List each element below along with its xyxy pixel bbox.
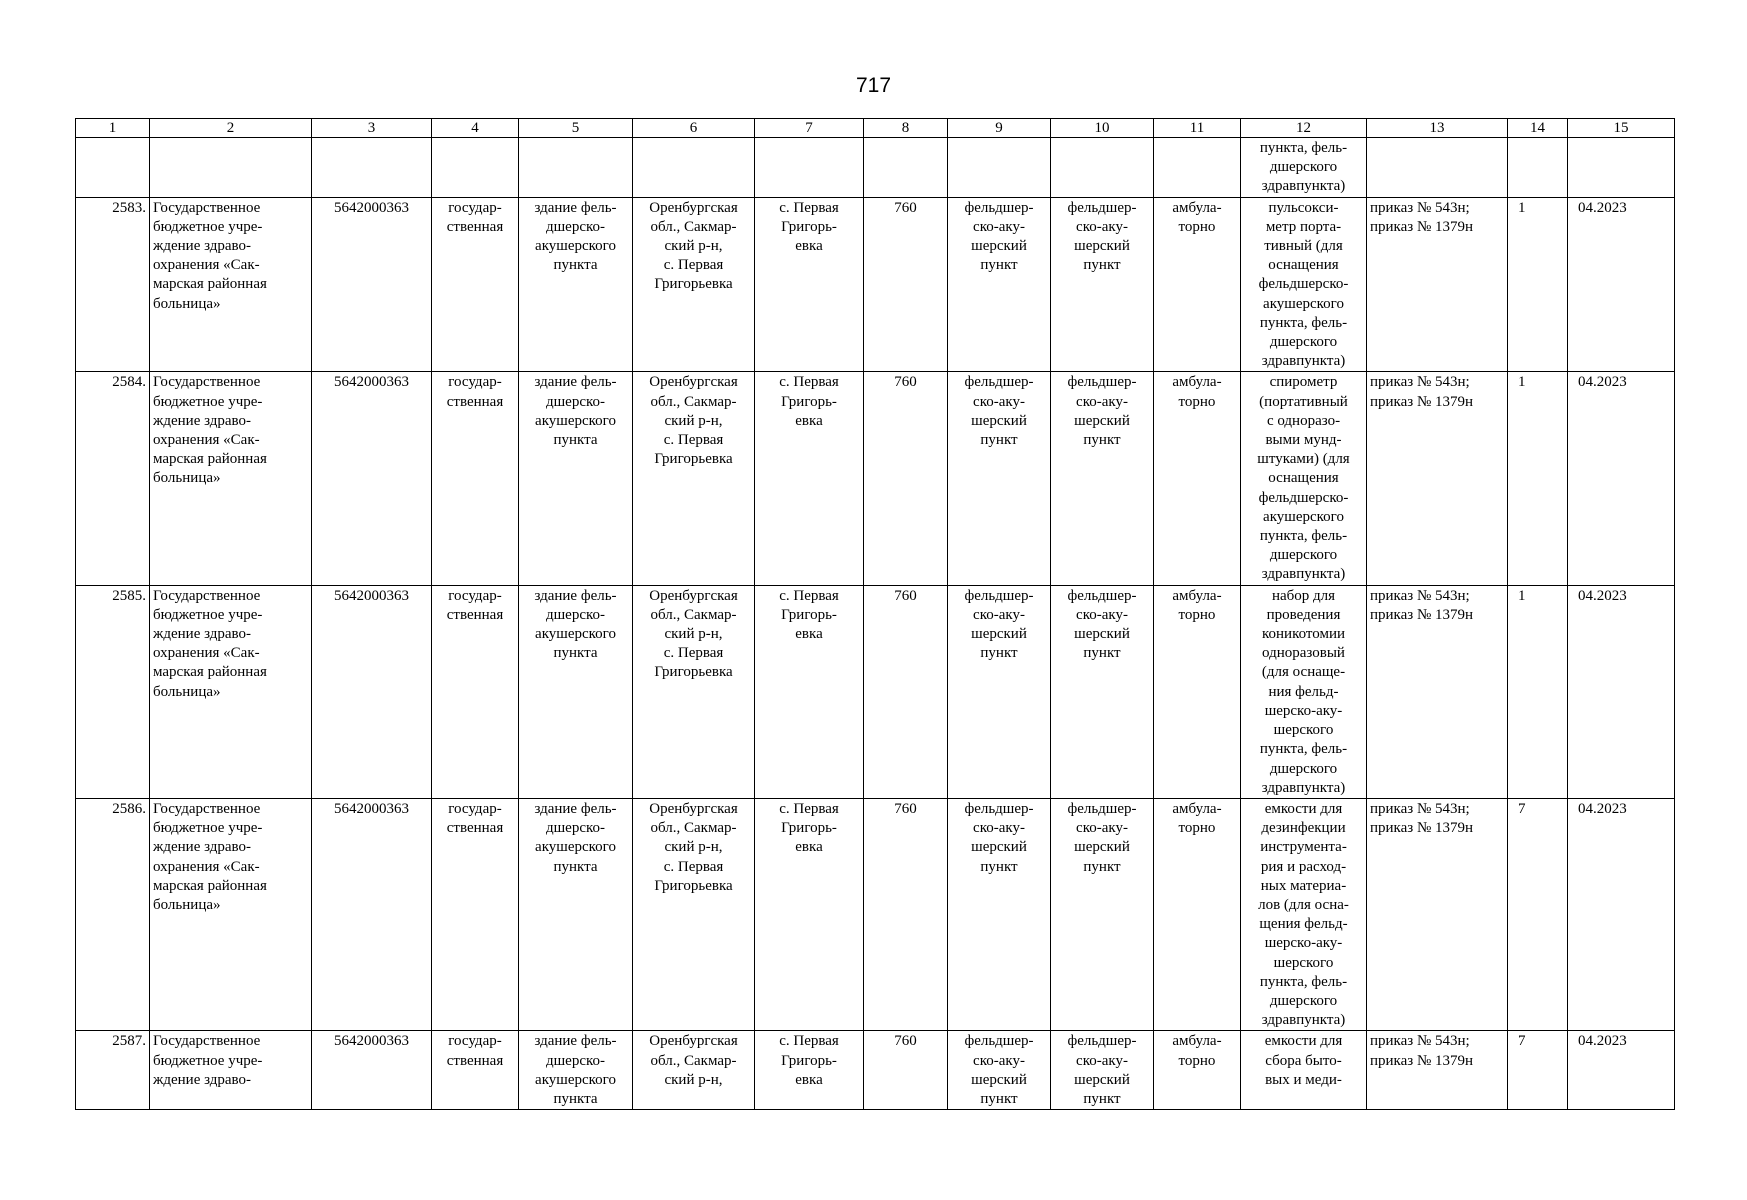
row-number-cell (76, 585, 150, 798)
organization-cell-text: Государственное бюджетное учре- ждение здраво- охранения «Сак- марская районная больница» (153, 587, 267, 700)
equipment-cell-text: спирометр (портативный с одноразо- выми мунд- штуками) (для оснащения фельдшерско- акушерского пункта, фель- дшерского здравпункта) (1257, 374, 1350, 583)
building-cell (519, 585, 633, 798)
date-cell (1568, 798, 1675, 1030)
address-cell (633, 197, 755, 372)
address-cell (633, 138, 755, 198)
address-cell (633, 798, 755, 1030)
building-cell-text: здание фель- дшерско- акушерского пункта (534, 199, 617, 274)
building-cell-text: здание фель- дшерско- акушерского пункта (534, 1033, 617, 1107)
inn-cell-text: 5642000363 (334, 800, 409, 817)
care-form-cell-text: амбула- торно (1172, 374, 1222, 410)
order-cell-text: приказ № 543н; приказ № 1379н (1370, 199, 1474, 235)
table-row (76, 372, 1675, 585)
column-header: 5 (519, 119, 633, 138)
row-number-cell-text: 2586. (112, 800, 146, 817)
facility-type-cell-text: фельдшер- ско-аку- шерский пункт (964, 800, 1034, 875)
inn-cell (312, 197, 432, 372)
facility-subtype-cell (1051, 138, 1154, 198)
column-header: 14 (1508, 119, 1568, 138)
inn-cell (312, 372, 432, 585)
inn-cell-text: 5642000363 (334, 374, 409, 391)
population-cell-text: 760 (894, 374, 917, 391)
row-number-cell (76, 372, 150, 585)
address-cell-text: Оренбургская обл., Сакмар- ский р-н, с. Первая Григорьевка (649, 199, 738, 293)
care-form-cell (1154, 585, 1241, 798)
quantity-cell (1508, 372, 1568, 585)
date-cell (1568, 1031, 1675, 1110)
ownership-cell (432, 138, 519, 198)
organization-cell-text: Государственное бюджетное учре- ждение здраво- охранения «Сак- марская районная больница» (153, 374, 267, 487)
order-cell (1367, 798, 1508, 1030)
address-cell-text: Оренбургская обл., Сакмар- ский р-н, (649, 1033, 738, 1088)
order-cell (1367, 1031, 1508, 1110)
inn-cell-text: 5642000363 (334, 1033, 409, 1050)
inn-cell (312, 585, 432, 798)
ownership-cell (432, 585, 519, 798)
facility-subtype-cell-text: фельдшер- ско-аку- шерский пункт (1067, 199, 1137, 274)
organization-cell-text: Государственное бюджетное учре- ждение здраво- (153, 1033, 263, 1088)
order-cell-text: приказ № 543н; приказ № 1379н (1370, 587, 1474, 623)
ownership-cell (432, 1031, 519, 1110)
quantity-cell (1508, 585, 1568, 798)
column-header: 8 (864, 119, 948, 138)
column-header: 12 (1241, 119, 1367, 138)
ownership-cell-text: государ- ственная (446, 374, 504, 410)
address-cell (633, 372, 755, 585)
organization-cell (150, 798, 312, 1030)
care-form-cell-text: амбула- торно (1172, 800, 1222, 837)
ownership-cell-text: государ- ственная (446, 1033, 504, 1069)
ownership-cell (432, 197, 519, 372)
quantity-cell-text: 1 (1518, 374, 1526, 391)
building-cell (519, 372, 633, 585)
row-number-cell (76, 1031, 150, 1110)
settlement-cell-text: с. Первая Григорь- евка (779, 800, 839, 856)
settlement-cell (755, 585, 864, 798)
column-header: 3 (312, 119, 432, 138)
facility-subtype-cell (1051, 1031, 1154, 1110)
inn-cell-text: 5642000363 (334, 587, 409, 604)
care-form-cell (1154, 1031, 1241, 1110)
equipment-cell (1241, 798, 1367, 1030)
column-header: 4 (432, 119, 519, 138)
settlement-cell (755, 138, 864, 198)
building-cell (519, 1031, 633, 1110)
address-cell (633, 585, 755, 798)
table-row (76, 197, 1675, 372)
quantity-cell-text: 7 (1518, 1033, 1526, 1050)
care-form-cell (1154, 372, 1241, 585)
facility-type-cell (948, 372, 1051, 585)
column-header: 6 (633, 119, 755, 138)
settlement-cell (755, 798, 864, 1030)
column-header: 11 (1154, 119, 1241, 138)
equipment-cell-text: пульсокси- метр порта- тивный (для оснащения фельдшерско- акушерского пункта, фель- дшерского здравпункта) (1258, 199, 1349, 370)
row-number-cell (76, 138, 150, 198)
row-number-cell-text: 2587. (112, 1033, 146, 1050)
facility-type-cell (948, 1031, 1051, 1110)
organization-cell (150, 138, 312, 198)
facility-subtype-cell (1051, 798, 1154, 1030)
date-cell (1568, 585, 1675, 798)
equipment-cell (1241, 138, 1367, 198)
ownership-cell (432, 372, 519, 585)
building-cell (519, 798, 633, 1030)
settlement-cell-text: с. Первая Григорь- евка (779, 1033, 839, 1088)
equipment-cell-text: пункта, фель- дшерского здравпункта) (1259, 140, 1348, 195)
column-number-row (76, 119, 1675, 138)
facility-type-cell (948, 798, 1051, 1030)
equipment-cell-text: набор для проведения коникотомии одноразовый (для оснаще- ния фельд- шерско-аку- шерского пункта, фель- дшерского здравпункта) (1259, 587, 1348, 796)
population-cell (864, 197, 948, 372)
column-header: 2 (150, 119, 312, 138)
building-cell (519, 138, 633, 198)
address-cell (633, 1031, 755, 1110)
facility-type-cell (948, 585, 1051, 798)
building-cell (519, 197, 633, 372)
quantity-cell (1508, 798, 1568, 1030)
date-cell-text: 04.2023 (1578, 587, 1627, 604)
equipment-cell (1241, 197, 1367, 372)
table-row (76, 1031, 1675, 1110)
date-cell-text: 04.2023 (1578, 374, 1627, 391)
facility-subtype-cell-text: фельдшер- ско-аку- шерский пункт (1067, 1033, 1137, 1107)
facility-type-cell (948, 138, 1051, 198)
settlement-cell (755, 372, 864, 585)
facility-type-cell-text: фельдшер- ско-аку- шерский пункт (964, 1033, 1034, 1107)
organization-cell (150, 197, 312, 372)
quantity-cell (1508, 197, 1568, 372)
address-cell-text: Оренбургская обл., Сакмар- ский р-н, с. Первая Григорьевка (649, 800, 738, 894)
settlement-cell-text: с. Первая Григорь- евка (779, 374, 839, 429)
row-number-cell-text: 2583. (112, 199, 146, 216)
care-form-cell (1154, 197, 1241, 372)
column-header: 10 (1051, 119, 1154, 138)
quantity-cell-text: 1 (1518, 199, 1526, 216)
building-cell-text: здание фель- дшерско- акушерского пункта (534, 374, 617, 449)
order-cell (1367, 197, 1508, 372)
date-cell (1568, 197, 1675, 372)
building-cell-text: здание фель- дшерско- акушерского пункта (534, 587, 617, 662)
row-number-cell (76, 197, 150, 372)
population-cell-text: 760 (894, 587, 917, 604)
order-cell (1367, 372, 1508, 585)
care-form-cell-text: амбула- торно (1172, 587, 1222, 623)
population-cell-text: 760 (894, 800, 917, 817)
quantity-cell (1508, 138, 1568, 198)
settlement-cell (755, 1031, 864, 1110)
ownership-cell-text: государ- ственная (446, 800, 504, 837)
settlement-cell-text: с. Первая Григорь- евка (779, 587, 839, 643)
inn-cell-text: 5642000363 (334, 199, 409, 216)
inn-cell (312, 798, 432, 1030)
column-header: 9 (948, 119, 1051, 138)
organization-cell-text: Государственное бюджетное учре- ждение здраво- охранения «Сак- марская районная больница» (153, 800, 267, 913)
order-cell (1367, 585, 1508, 798)
equipment-cell-text: емкости для дезинфекции инструмента- рия и расход- ных материа- лов (для осна- щения фельд- шерско-аку- шерского пункта, фель- дшерского здравпункта) (1258, 800, 1349, 1029)
population-cell (864, 372, 948, 585)
row-number-cell-text: 2584. (112, 374, 146, 391)
care-form-cell (1154, 798, 1241, 1030)
date-cell (1568, 138, 1675, 198)
date-cell-text: 04.2023 (1578, 199, 1627, 216)
building-cell-text: здание фель- дшерско- акушерского пункта (534, 800, 617, 875)
facility-subtype-cell (1051, 197, 1154, 372)
column-header: 1 (76, 119, 150, 138)
date-cell-text: 04.2023 (1578, 800, 1627, 817)
order-cell-text: приказ № 543н; приказ № 1379н (1370, 800, 1474, 837)
population-cell-text: 760 (894, 1033, 917, 1050)
population-cell (864, 798, 948, 1030)
row-number-cell (76, 798, 150, 1030)
column-header: 15 (1568, 119, 1675, 138)
care-form-cell (1154, 138, 1241, 198)
facility-type-cell-text: фельдшер- ско-аку- шерский пункт (964, 374, 1034, 449)
care-form-cell-text: амбула- торно (1172, 199, 1222, 235)
table-body (76, 138, 1675, 1110)
ownership-cell-text: государ- ственная (446, 199, 504, 235)
population-cell-text: 760 (894, 199, 917, 216)
table-row (76, 585, 1675, 798)
facility-subtype-cell (1051, 585, 1154, 798)
settlement-cell (755, 197, 864, 372)
quantity-cell-text: 7 (1518, 800, 1526, 817)
order-cell-text: приказ № 543н; приказ № 1379н (1370, 1033, 1474, 1069)
population-cell (864, 585, 948, 798)
address-cell-text: Оренбургская обл., Сакмар- ский р-н, с. Первая Григорьевка (649, 374, 738, 468)
quantity-cell (1508, 1031, 1568, 1110)
organization-cell (150, 1031, 312, 1110)
inn-cell (312, 1031, 432, 1110)
column-header: 7 (755, 119, 864, 138)
column-header: 13 (1367, 119, 1508, 138)
organization-cell (150, 585, 312, 798)
population-cell (864, 138, 948, 198)
equipment-cell (1241, 1031, 1367, 1110)
quantity-cell-text: 1 (1518, 587, 1526, 604)
organization-cell-text: Государственное бюджетное учре- ждение здраво- охранения «Сак- марская районная больница» (153, 199, 267, 312)
row-number-cell-text: 2585. (112, 587, 146, 604)
order-cell-text: приказ № 543н; приказ № 1379н (1370, 374, 1474, 410)
facility-type-cell-text: фельдшер- ско-аку- шерский пункт (964, 587, 1034, 662)
page-number: 717 (855, 74, 892, 97)
facility-type-cell-text: фельдшер- ско-аку- шерский пункт (964, 199, 1034, 274)
equipment-cell (1241, 372, 1367, 585)
ownership-cell-text: государ- ственная (446, 587, 504, 623)
inn-cell (312, 138, 432, 198)
date-cell-text: 04.2023 (1578, 1033, 1627, 1050)
facility-subtype-cell-text: фельдшер- ско-аку- шерский пункт (1067, 374, 1137, 449)
address-cell-text: Оренбургская обл., Сакмар- ский р-н, с. Первая Григорьевка (649, 587, 738, 681)
settlement-cell-text: с. Первая Григорь- евка (779, 199, 839, 255)
care-form-cell-text: амбула- торно (1172, 1033, 1222, 1069)
equipment-cell (1241, 585, 1367, 798)
facility-subtype-cell-text: фельдшер- ско-аку- шерский пункт (1067, 800, 1137, 875)
facility-subtype-cell (1051, 372, 1154, 585)
table-row (76, 138, 1675, 198)
ownership-cell (432, 798, 519, 1030)
population-cell (864, 1031, 948, 1110)
equipment-cell-text: емкости для сбора быто- вых и меди- (1264, 1033, 1343, 1088)
facility-subtype-cell-text: фельдшер- ско-аку- шерский пункт (1067, 587, 1137, 662)
equipment-table (75, 118, 1675, 1110)
date-cell (1568, 372, 1675, 585)
order-cell (1367, 138, 1508, 198)
table-row (76, 798, 1675, 1030)
facility-type-cell (948, 197, 1051, 372)
organization-cell (150, 372, 312, 585)
